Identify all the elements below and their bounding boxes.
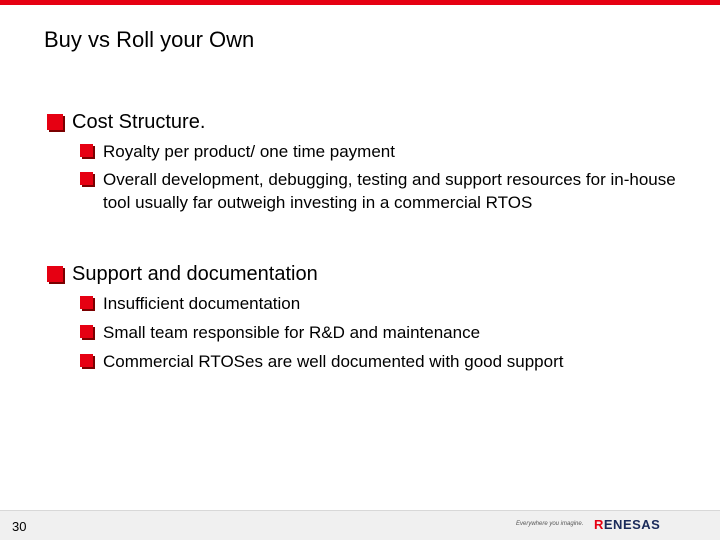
section-heading-text: Support and documentation	[72, 263, 318, 285]
renesas-logo	[594, 517, 660, 532]
slide-footer	[0, 510, 720, 540]
list-item	[80, 140, 703, 163]
list-item	[80, 321, 703, 344]
list-item	[80, 350, 703, 373]
logo-rest: ENESAS	[603, 517, 661, 532]
square-bullet-icon	[47, 114, 63, 130]
list-item-text: Overall development, debugging, testing and support resources for in-house tool usually far outweigh investing in a commercial RTOS	[103, 170, 676, 212]
square-bullet-icon	[80, 144, 93, 157]
section-heading-support-documentation	[47, 262, 318, 286]
square-bullet-icon	[80, 354, 93, 367]
section-heading-text: Cost Structure.	[72, 111, 206, 133]
logo-first-letter: R	[594, 517, 604, 532]
top-accent-bar	[0, 0, 720, 5]
brand-tagline: Everywhere you imagine.	[516, 521, 584, 527]
square-bullet-icon	[80, 172, 93, 185]
list-item	[80, 168, 703, 214]
list-item-text: Commercial RTOSes are well documented with good support	[103, 352, 564, 371]
square-bullet-icon	[47, 266, 63, 282]
list-item	[80, 292, 703, 315]
slide-title: Buy vs Roll your Own	[44, 27, 255, 52]
square-bullet-icon	[80, 296, 93, 309]
list-item-text: Small team responsible for R&D and maintenance	[103, 323, 481, 342]
page-number: 30	[12, 519, 27, 534]
section-heading-cost-structure	[47, 110, 205, 134]
list-item-text: Royalty per product/ one time payment	[103, 142, 395, 161]
square-bullet-icon	[80, 325, 93, 338]
list-item-text: Insufficient documentation	[103, 294, 301, 313]
